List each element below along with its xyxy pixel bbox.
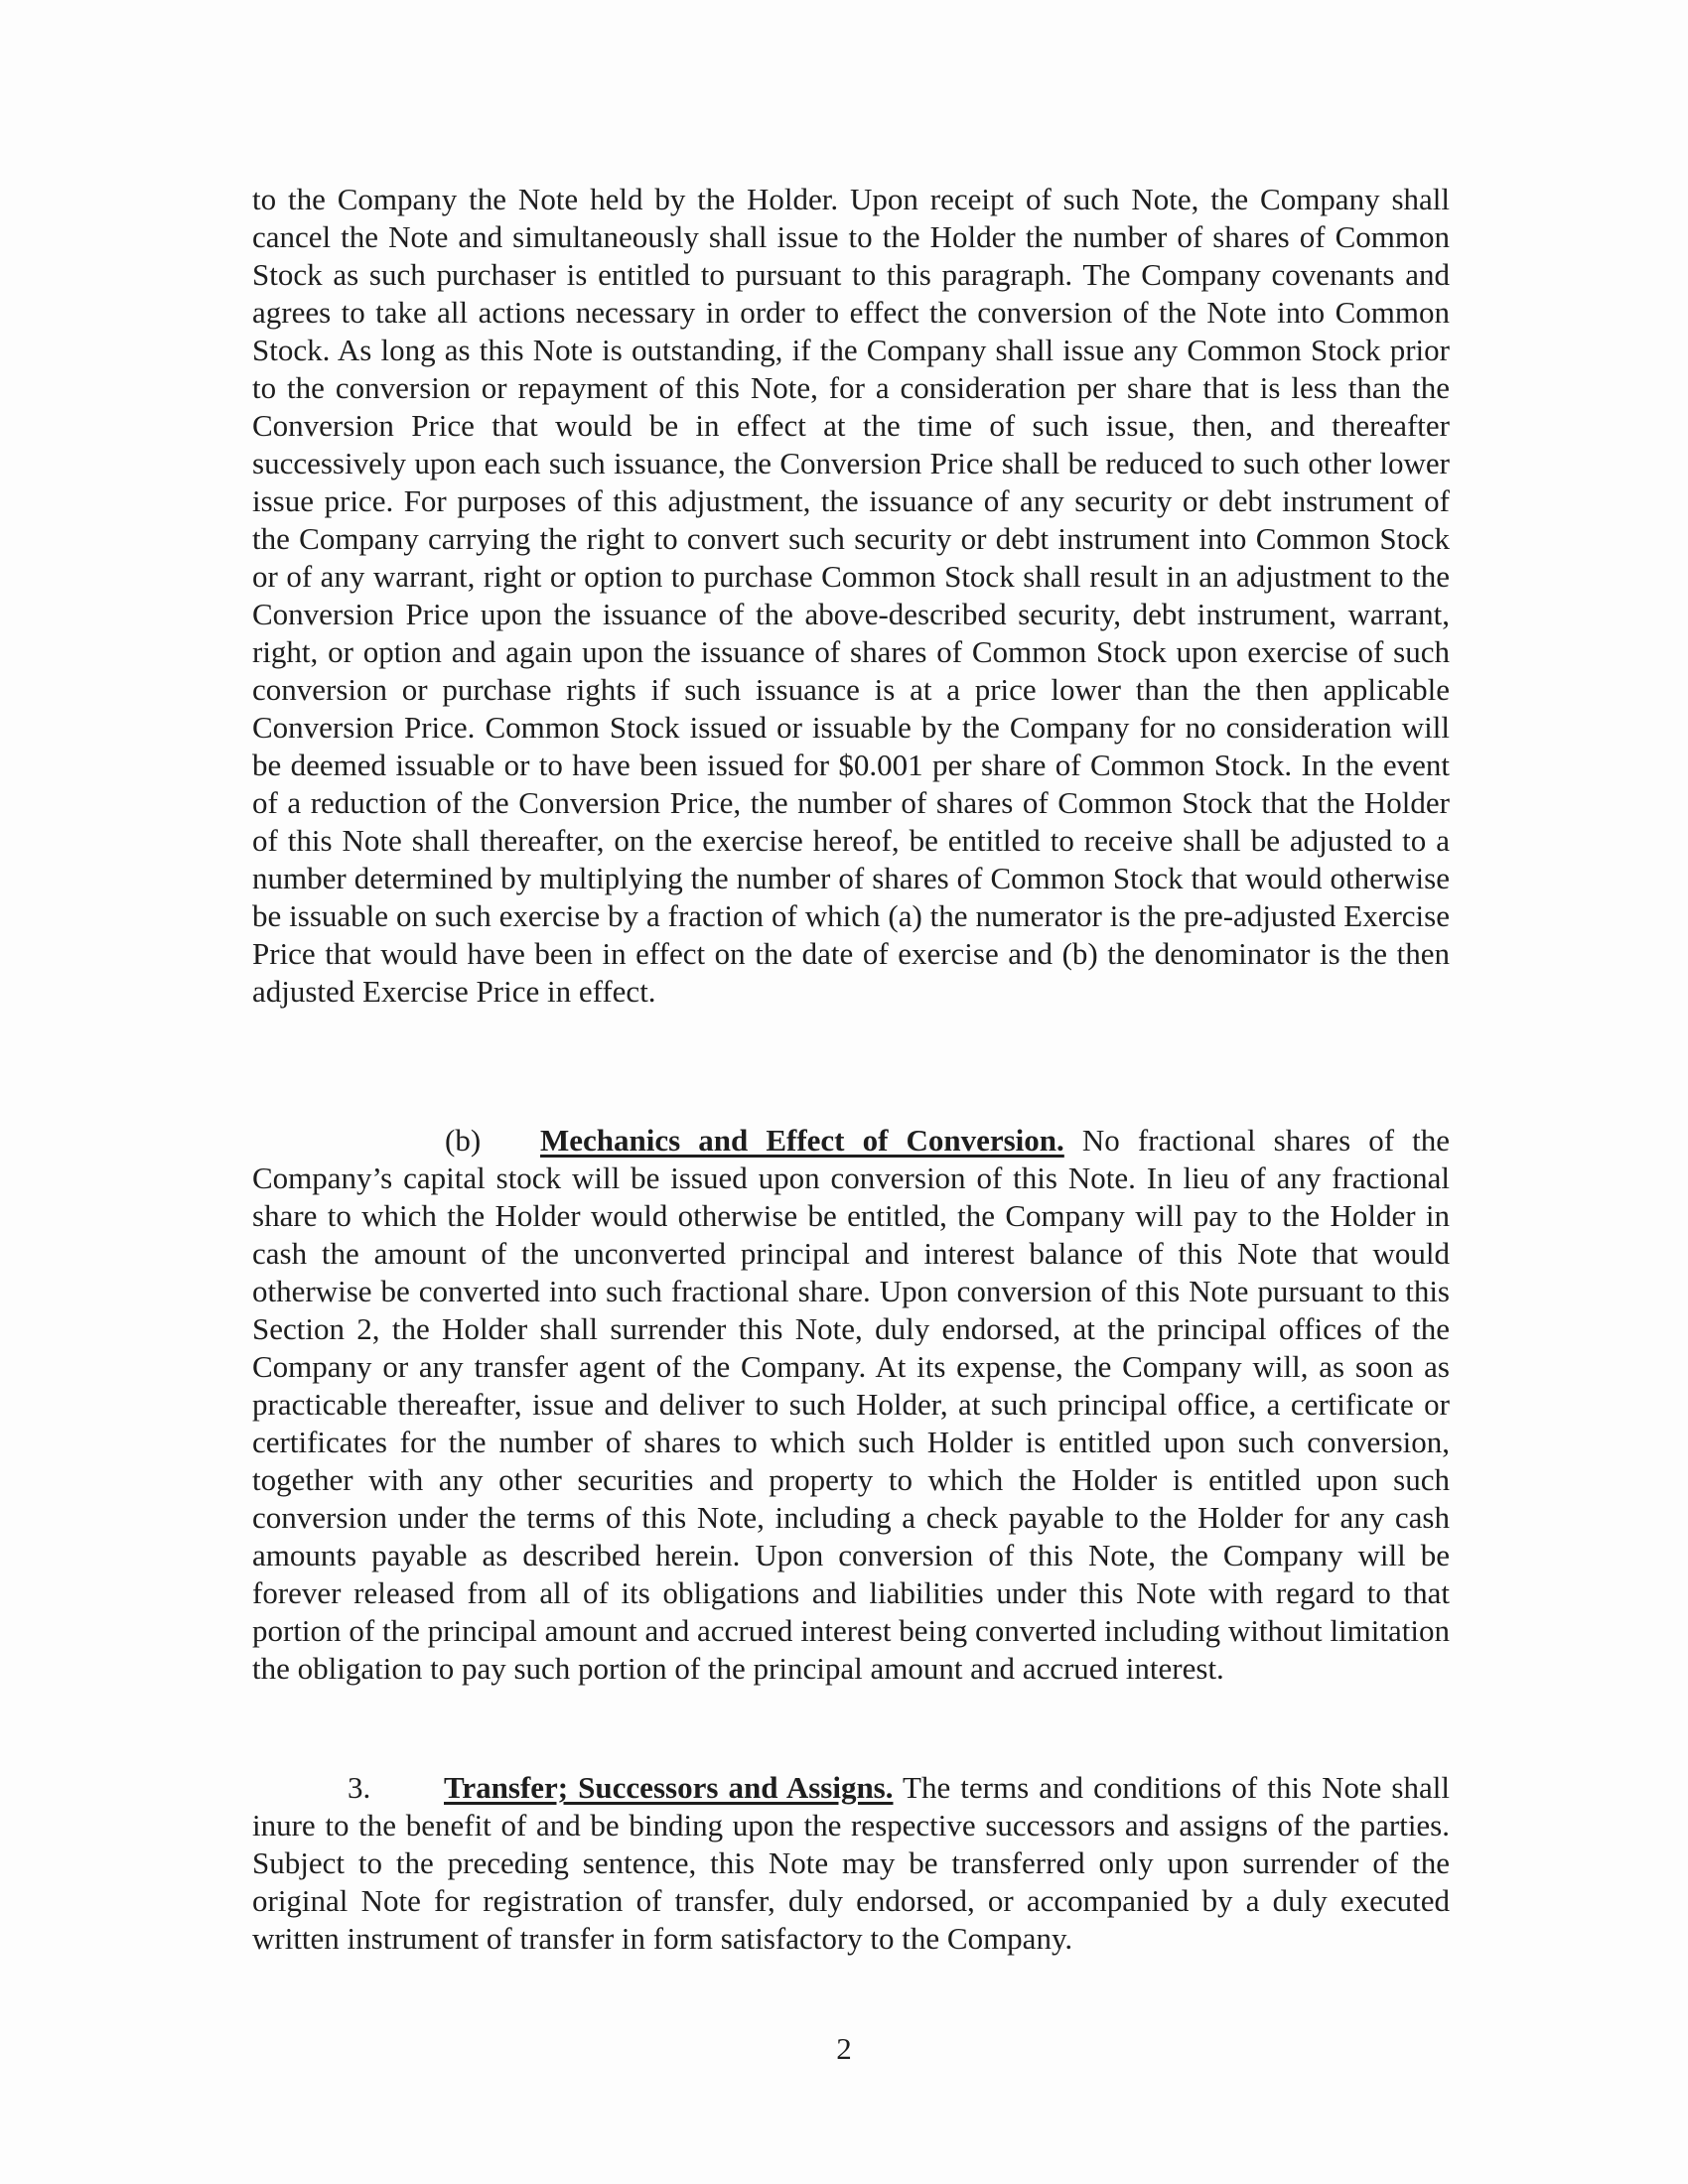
section-3-number: 3.: [348, 1770, 371, 1805]
section-b-heading: Mechanics and Effect of Conversion.: [540, 1123, 1064, 1158]
continuation-paragraph: to the Company the Note held by the Holder. Upon receipt of such Note, the Company shall cancel the Note and simultaneously shall issue to the Holder the number of shares of Common Stock as such purchaser is entitled to pursuant to this paragraph. The Company covenants and agrees to take all actions necessary in order to effect the conversion of the Note into Common Stock. As long as this Note is outstanding, if the Company shall issue any Common Stock prior to the conversion or repayment of this Note, for a consideration per share that is less than the Conversion Price that would be in effect at the time of such issue, then, and thereafter successively upon each such issuance, the Conversion Price shall be reduced to such other lower issue price. For purposes of this adjustment, the issuance of any security or debt instrument of the Company carrying the right to convert such security or debt instrument into Common Stock or of any warrant, right or option to purchase Common Stock shall result in an adjustment to the Conversion Price upon the issuance of the above-described security, debt instrument, warrant, right, or option and again upon the issuance of shares of Common Stock upon exercise of such conversion or purchase rights if such issuance is at a price lower than the then applicable Conversion Price. Common Stock issued or issuable by the Company for no consideration will be deemed issuable or to have been issued for $0.001 per share of Common Stock. In the event of a reduction of the Conversion Price, the number of shares of Common Stock that the Holder of this Note shall thereafter, on the exercise hereof, be entitled to receive shall be adjusted to a number determined by multiplying the number of shares of Common Stock that would otherwise be issuable on such exercise by a fraction of which (a) the numerator is the pre-adjusted Exercise Price that would have been in effect on the date of exercise and (b) the denominator is the then adjusted Exercise Price in effect.: [252, 182, 1450, 1009]
section-b-paragraph: [252, 1122, 1450, 1688]
section-3-paragraph: [252, 1769, 1450, 1958]
section-b-text: No fractional shares of the Company’s capital stock will be issued upon conversion of this Note. In lieu of any fractional share to which the Holder would otherwise be entitled, the Company will pay to the Holder in cash the amount of the unconverted principal and interest balance of this Note that would otherwise be converted into such fractional share. Upon conversion of this Note pursuant to this Section 2, the Holder shall surrender this Note, duly endorsed, at the principal offices of the Company or any transfer agent of the Company. At its expense, the Company will, as soon as practicable thereafter, issue and deliver to such Holder, at such principal office, a certificate or certificates for the number of shares to which such Holder is entitled upon such conversion, together with any other securities and property to which the Holder is entitled upon such conversion under the terms of this Note, including a check payable to the Holder for any cash amounts payable as described herein. Upon conversion of this Note, the Company will be forever released from all of its obligations and liabilities under this Note with regard to that portion of the principal amount and accrued interest being converted including without limitation the obligation to pay such portion of the principal amount and accrued interest.: [252, 1123, 1450, 1686]
section-b-number: (b): [445, 1123, 482, 1158]
section-3-text: The terms and conditions of this Note shall inure to the benefit of and be binding upon the respective successors and assigns of the parties. Subject to the preceding sentence, this Note may be transferred only upon surrender of the original Note for registration of transfer, duly endorsed, or accompanied by a duly executed written instrument of transfer in form satisfactory to the Company.: [252, 1770, 1450, 1956]
section-3-heading: Transfer; Successors and Assigns.: [444, 1770, 894, 1805]
page-number: 2: [836, 2031, 852, 2066]
